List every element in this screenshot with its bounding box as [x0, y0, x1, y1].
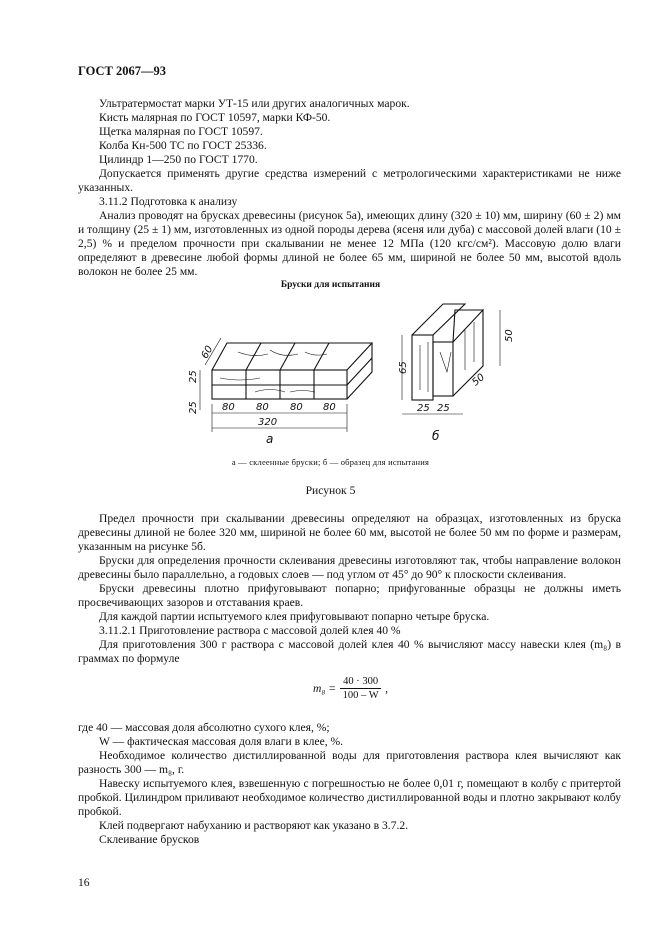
- dim-segment: 80: [256, 402, 269, 413]
- subfigure-label-b: б: [432, 429, 440, 443]
- figure-5-drawing: [180, 298, 515, 448]
- paragraph: Клей подвергают набуханию и растворяют как указано в 3.7.2.: [99, 819, 409, 832]
- dim-width: 60: [199, 344, 216, 361]
- dim-segment: 80: [290, 402, 303, 413]
- dim-height-2: 25: [188, 401, 199, 414]
- paragraph: Бруски для определения прочности склеивания древесины изготовляют так, чтобы направление волокон древесины было параллельно, а годовых слоев — под углом от 45° до 90° к плоскости склеивания.: [78, 554, 621, 581]
- procedure-section: [78, 721, 621, 847]
- section-heading: 3.11.2 Подготовка к анализу: [99, 195, 238, 208]
- figure-caption: а — склеенные бруски; б — образец для испытания: [231, 457, 430, 467]
- paragraph: Склеивание брусков: [99, 833, 200, 846]
- dim-height-1: 25: [188, 370, 199, 383]
- dim-sample-top: 50: [504, 329, 515, 342]
- glued-bars-drawing: [200, 338, 372, 432]
- dim-sample-w2: 25: [437, 403, 450, 414]
- dim-sample-depth: 50: [470, 371, 488, 389]
- test-sample-drawing: [402, 304, 500, 414]
- paragraph: Навеску испытуемого клея, взвешенную с погрешностью не более 0,01 г, помещают в колбу с притертой пробкой. Цилиндром приливают необходимое количество дистиллированной воды и плотно закрывают колбу пробкой.: [78, 777, 621, 818]
- paragraph: Щетка малярная по ГОСТ 10597.: [99, 125, 263, 138]
- paragraph: Ультратермостат марки УТ-15 или других аналогичных марок.: [99, 97, 410, 110]
- subfigure-label-a: а: [266, 432, 274, 446]
- paragraph: Для каждой партии испытуемого клея прифуговывают попарно четыре бруска.: [99, 610, 490, 623]
- dim-sample-w1: 25: [417, 403, 430, 414]
- dim-segment: 80: [323, 402, 336, 413]
- dim-sample-height: 65: [398, 361, 409, 374]
- paragraph: Допускается применять другие средства измерений с метрологическими характеристиками не ниже указанных.: [78, 167, 621, 194]
- paragraph: Кисть малярная по ГОСТ 10597, марки КФ-50.: [99, 111, 331, 124]
- paragraph: Анализ проводят на брусках древесины (рисунок 5а), имеющих длину (320 ± 10) мм, ширину (60 ± 2) мм и толщину (25 ± 1) мм, изготовленных из одной породы дерева (ясеня или дуба) с массовой долей влаги (10 ± 2,5) % и пределом прочности при скалывании не менее 12 МПа (120 кгс/см²). Массовую долю влаги определяют в древесине любой формы длиной не более 65 мм, шириной не более 50 мм, высотой вдоль волокон не более 25 мм.: [78, 209, 621, 278]
- equipment-section: [78, 97, 621, 279]
- paragraph: Необходимое количество дистиллированной воды для приготовления раствора клея вычисляют как разность 300 — m₈, г.: [78, 749, 621, 776]
- paragraph: Для приготовления 300 г раствора с массовой долей клея 40 % вычисляют массу навески клея (m₈) в граммах по формуле: [78, 638, 621, 665]
- paragraph: Бруски древесины плотно прифуговывают попарно; прифугованные образцы не должны иметь просвечивающих зазоров и отставания краев.: [78, 582, 621, 609]
- formula-fraction: [340, 676, 381, 701]
- figure-title: Бруски для испытания: [280, 280, 381, 290]
- formula: [313, 676, 388, 701]
- paragraph: Цилиндр 1—250 по ГОСТ 1770.: [99, 153, 258, 166]
- formula-tail: ,: [385, 682, 389, 695]
- section-heading: 3.11.2.1 Приготовление раствора с массовой долей клея 40 %: [99, 624, 401, 637]
- dim-length: 320: [258, 417, 278, 428]
- formula-denominator: 100 – W: [342, 690, 379, 701]
- paragraph: Колба Кн-500 ТС по ГОСТ 25336.: [99, 139, 267, 152]
- preparation-section: [78, 512, 621, 666]
- formula-where: где 40 — массовая доля абсолютно сухого клея, %;: [78, 721, 330, 734]
- paragraph: Предел прочности при скалывании древесины определяют на образцах, изготовленных из бруска древесины длиной не более 320 мм, шириной не более 60 мм, высотой не более 50 мм по форме и размерам, указанным на рисунке 5б.: [78, 512, 621, 553]
- figure-label: Рисунок 5: [305, 484, 356, 497]
- formula-lhs: m₈ =: [313, 682, 337, 695]
- formula-numerator: 40 · 300: [340, 676, 381, 689]
- dim-segment: 80: [222, 402, 235, 413]
- document-header: ГОСТ 2067—93: [78, 64, 167, 78]
- page-number: 16: [78, 876, 90, 889]
- formula-w-definition: W — фактическая массовая доля влаги в клее, %.: [99, 735, 344, 748]
